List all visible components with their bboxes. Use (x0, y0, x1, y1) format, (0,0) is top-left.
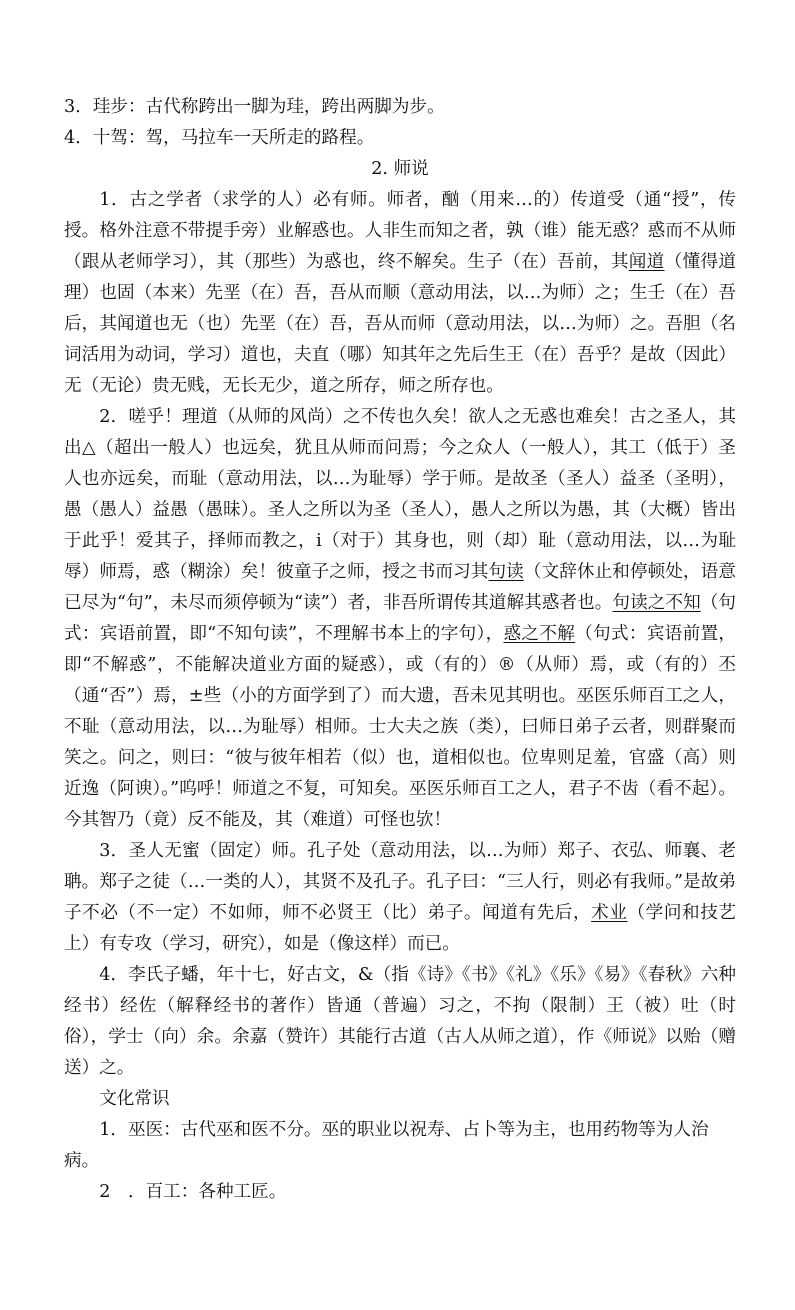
text-segment: 1．古之学者（求学的人）必有师。师者，酗（用来…的）传道受（通“授”，传授。格外注意不带提手旁）业解惑也。人非生而知之者，孰（谁）能无惑？惑而不从师（跟从老师学习），其（那些）为惑也，终不解矣。生子（在）吾前，其 (64, 190, 736, 272)
culture-heading: 文化常识 (99, 1089, 170, 1109)
paragraph-4 (64, 960, 736, 1084)
text-segment: （学问和技艺上）有专攻（学习，研究），如是（像这样）而已。 (64, 903, 736, 954)
note-4: 4．十驾：驾，马拉车一天所走的路程。 (64, 128, 375, 148)
text-segment: 3．圣人无蜜（固定）师。孔子处（意动用法，以…为师）郑子、衣弘、师襄、老聃。郑子之徒（…一类的人），其贤不及孔子。孔子曰：“三人行，则必有我师。”是故弟子不必（不一定）不如师，师不必贤王（比）弟子。闻道有先后， (64, 841, 736, 923)
paragraph-1 (64, 185, 736, 402)
document-page (64, 92, 736, 1208)
culture-item-2: 2 ．百工：各种工匠。 (99, 1182, 287, 1202)
paragraph-3 (64, 836, 736, 960)
text-segment: 4．李氏子蟠，年十七，好古文，&（指《诗》《书》《礼》《乐》《易》《春秋》六种经书）经佐（解释经书的著作）皆通（普遍）习之，不拘（限制）王（被）吐（时俗），学士（向）余。余嘉（赞许）其能行古道（古人从师之道），作《师说》以贻（赠送）之。 (64, 965, 736, 1078)
underlined-term: 术业 (591, 903, 628, 923)
section-title: 2. 师说 (371, 159, 429, 179)
text-segment: （句式：宾语前置，即“不知句读”，不理解书本上的字句）， (64, 593, 736, 644)
culture-item-1: 1．巫医：古代巫和医不分。巫的职业以祝寿、占卜等为主，也用药物等为人治病。 (64, 1120, 709, 1171)
text-segment: 2．嗟乎！理道（从师的风尚）之不传也久矣！欲人之无惑也难矣！古之圣人，其出△（超出一般人）也远矣，犹且从师而问焉；今之众人（一般人），其工（低于）圣人也亦远矣，而耻（意动用法，以…为耻辱）学于师。是故圣（圣人）益圣（圣明），愚（愚人）益愚（愚昧）。圣人之所以为圣（圣人），愚人之所以为愚，其（大概）皆出于此乎！爱其子，择师而教之，i（对于）其身也，则（却）耻（意动用法，以…为耻辱）师焉，惑（糊涂）矣！彼童子之师，授之书而习其 (64, 407, 736, 582)
text-segment: （文辞休止和停顿处，语意已尽为“句”，未尽而须停顿为“读”）者，非吾所谓传其道解其惑者也。 (64, 562, 736, 613)
text-segment: （懂得道理）也固（本来）先垩（在）吾，吾从而顺（意动用法，以…为师）之；生壬（在）吾后，其闻道也无（也）先垩（在）吾，吾从而师（意动用法，以…为师）之。吾胆（名词活用为动词，学习）道也，夫直（哪）知其年之先后生王（在）吾乎？是故（因此）无（无论）贵无贱，无长无少，道之所存，师之所存也。 (64, 252, 736, 396)
text-segment: （句式：宾语前置，即“不解惑”，不能解决道业方面的疑惑），或（有的）®（从师）焉，或（有的）丕（通“否”）焉，±些（小的方面学到了）而大遗，吾未见其明也。巫医乐师百工之人，不耻（意动用法，以…为耻辱）相师。士大夫之族（类），曰师日弟子云者，则群聚而笑之。问之，则曰：“彼与彼年相若（似）也，道相似也。位卑则足羞，官盛（高）则近逸（阿谀）。”呜呼！师道之不复，可知矣。巫医乐师百工之人，君子不齿（看不起）。今其智乃（竟）反不能及，其（难道）可怪也欤！ (64, 624, 736, 830)
underlined-term: 句读 (488, 562, 524, 582)
underlined-term: 惑之不解 (503, 624, 576, 644)
paragraph-2 (64, 402, 736, 836)
underlined-term: 闻道 (628, 252, 665, 272)
underlined-term: 句读之不知 (612, 593, 701, 613)
note-3: 3．珪步：古代称跨出一脚为珪，跨出两脚为步。 (64, 97, 445, 117)
